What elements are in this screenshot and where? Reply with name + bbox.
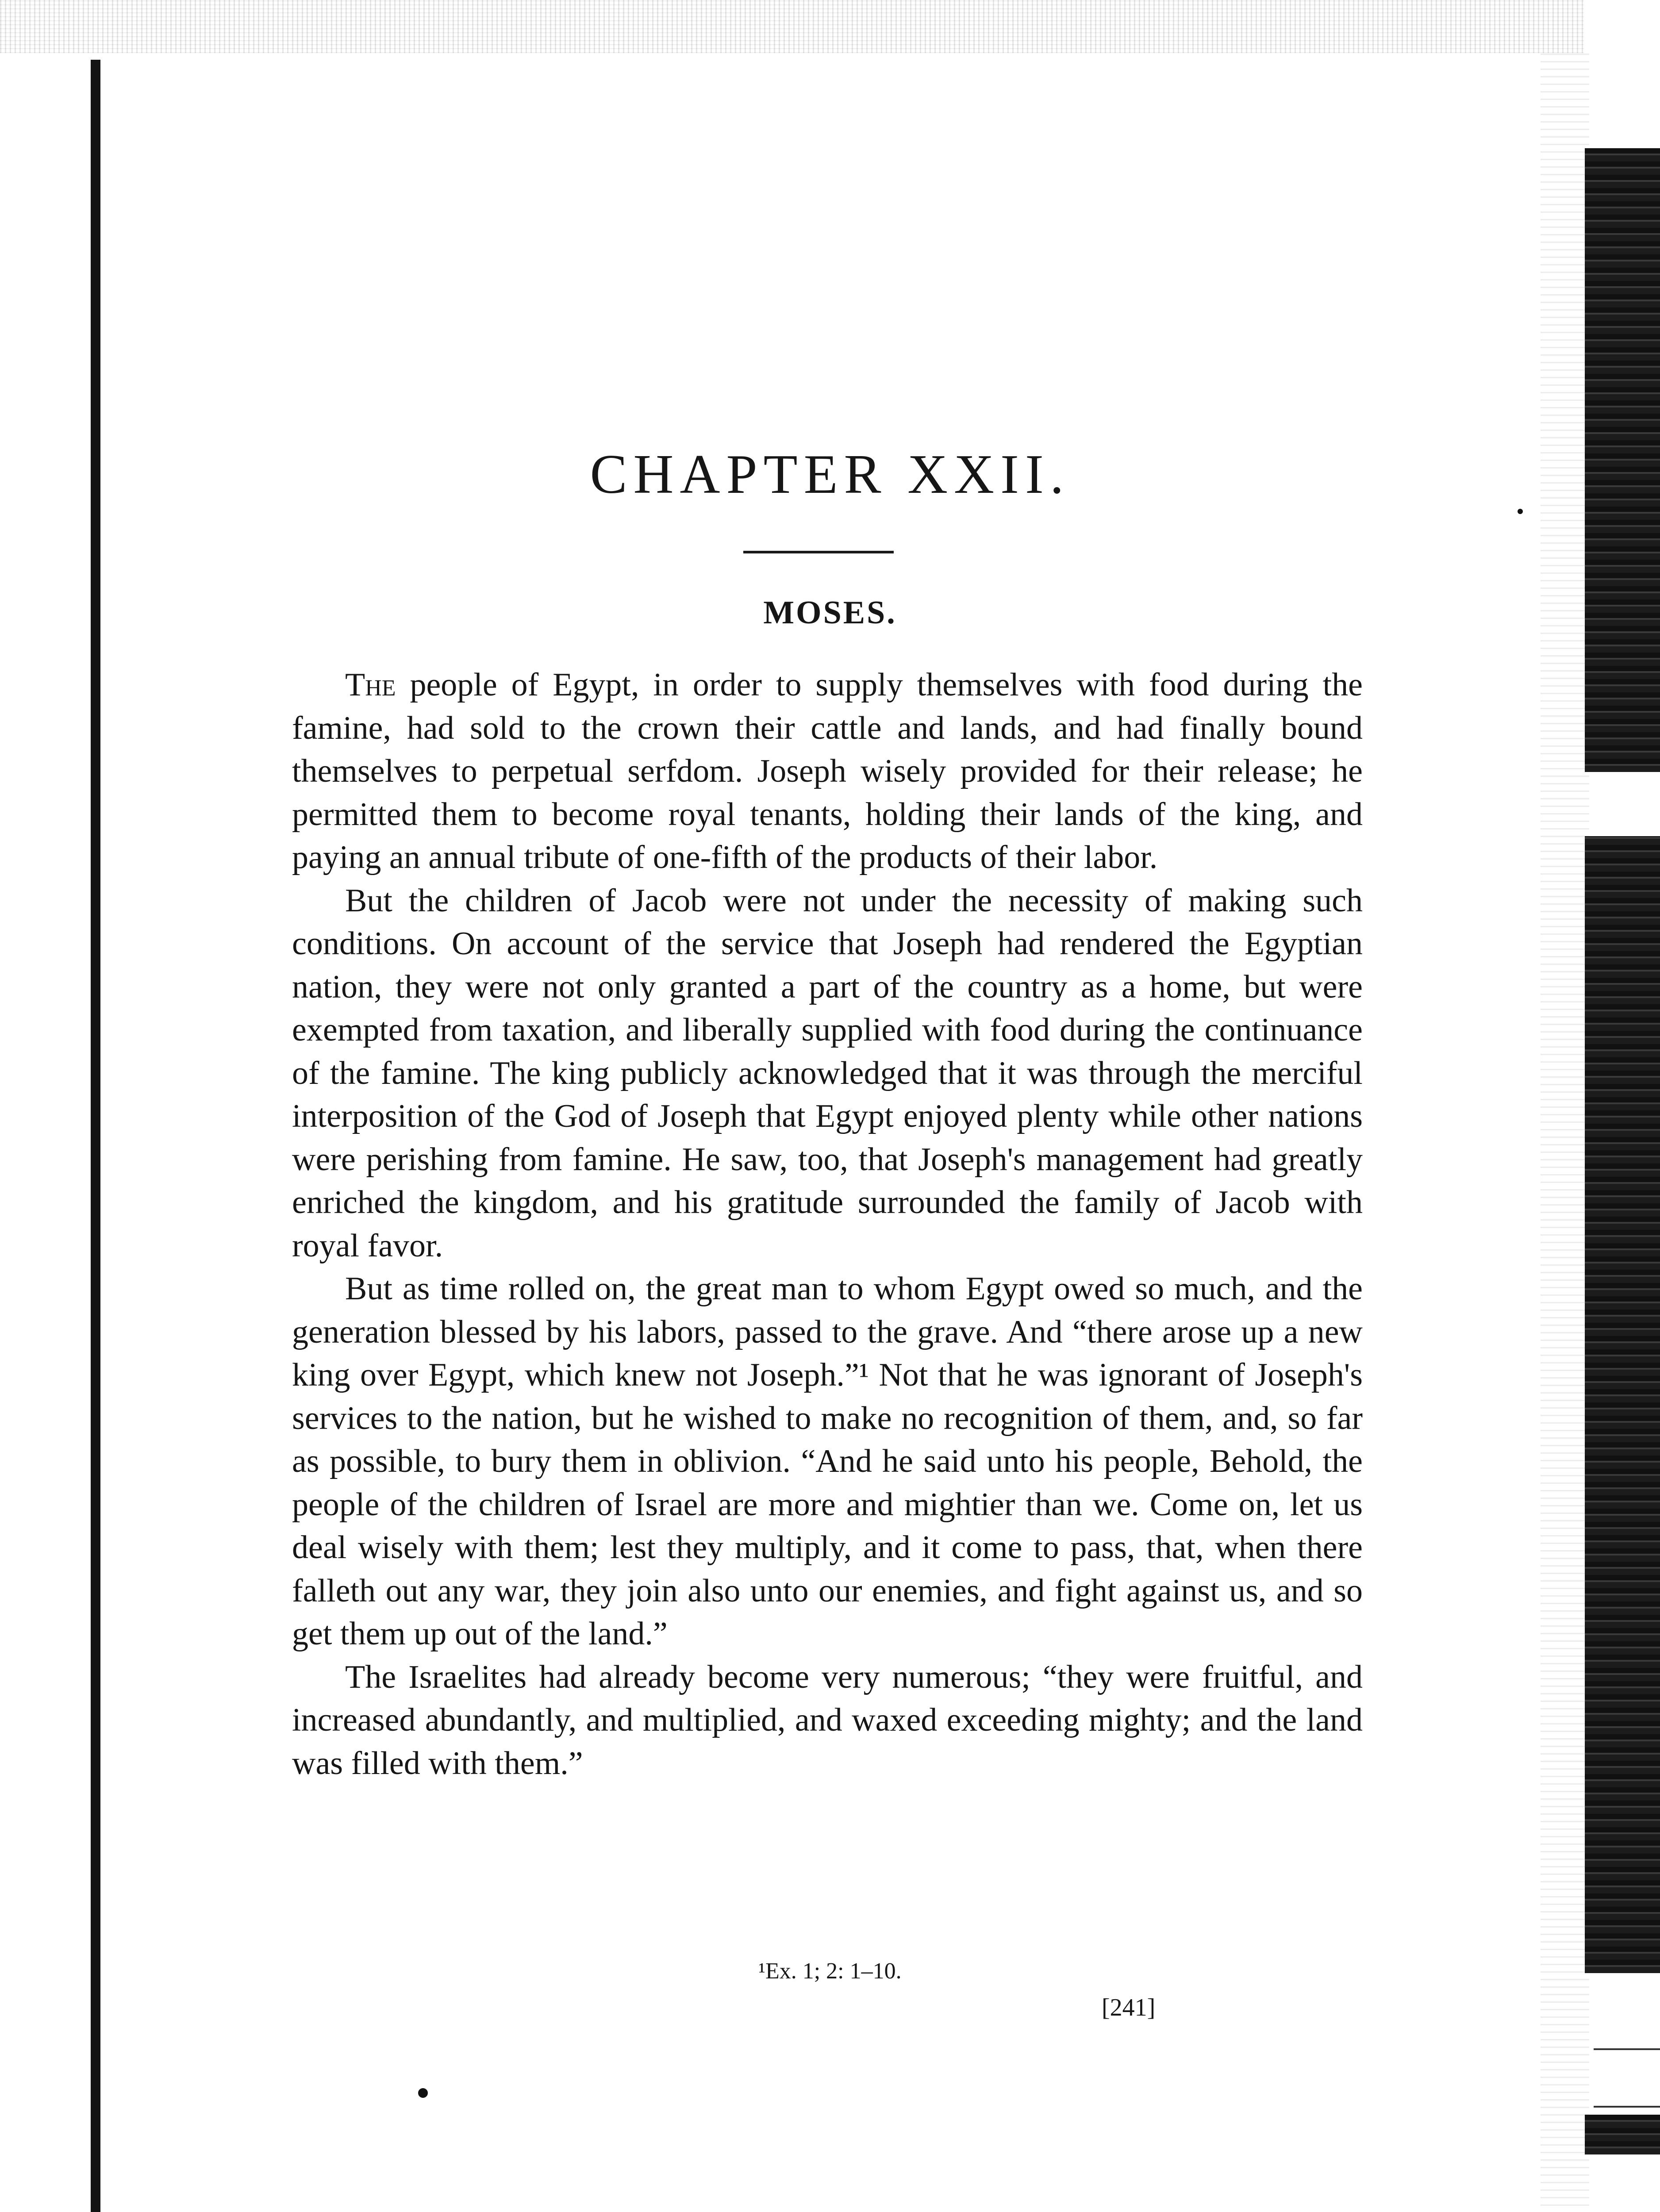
chapter-title: CHAPTER XXII. <box>590 444 1070 505</box>
scan-mark <box>1594 2106 1660 2108</box>
page-binding-edge <box>91 60 100 2212</box>
paragraph: But as time rolled on, the great man to whom Egypt owed so much, and the generation blessed by his labors, passed to the grave. And “there arose up a new king over Egypt, which knew not Joseph.”¹ Not that he was ignorant of Joseph's services to the nation, but he wished to make no recognition of them, and, so far as possible, to bury them in oblivion. “And he said unto his people, Behold, the people of the children of Israel are more and mightier than we. Come on, let us deal wisely with them; lest they multiply, and it come to pass, that, when there falleth out any war, they join also unto our enemies, and fight against us, and so get them up out of the land.” <box>292 1271 1363 1652</box>
paragraph-lead-word: The <box>345 667 396 703</box>
paragraph-text: people of Egypt, in order to supply themselves with food during the famine, had sold to the crown their cattle and lands, and had finally bound themselves to perpetual serfdom. Joseph wisely provided for their release; he permitted them to become royal tenants, holding their lands of the king, and paying an annual tribute of one-fifth of the products of their labor. <box>292 667 1363 876</box>
page-edge-shadow <box>1585 2115 1660 2154</box>
ink-spot <box>1518 509 1523 514</box>
footnote: ¹Ex. 1; 2: 1–10. <box>758 1959 902 1984</box>
ink-spot <box>418 2088 428 2098</box>
title-divider <box>743 551 894 553</box>
scan-noise-top <box>0 0 1584 53</box>
paragraph: But the children of Jacob were not under the necessity of making such conditions. On account of the service that Joseph had rendered the Egyptian nation, they were not only granted a part of the country as a home, but were exempted from taxation, and liberally supplied with food during the continuance of the famine. The king publicly acknowledged that it was through the merciful interposition of the God of Joseph that Egypt enjoyed plenty while other nations were perishing from famine. He saw, too, that Joseph's management had greatly enriched the kingdom, and his gratitude surrounded the family of Jacob with royal favor. <box>292 882 1363 1264</box>
scan-noise-right <box>1541 53 1589 2212</box>
paragraph: The Israelites had already become very numerous; “they were fruitful, and increased abundantly, and multiplied, and waxed exceeding mighty; and the land was filled with them.” <box>292 1659 1363 1782</box>
scan-mark <box>1594 2048 1660 2050</box>
page-number: [241] <box>1102 1994 1156 2021</box>
section-title: MOSES. <box>763 595 897 631</box>
page-edge-shadow <box>1585 836 1660 1973</box>
body-text <box>292 664 1363 1785</box>
paragraph <box>292 664 1363 879</box>
